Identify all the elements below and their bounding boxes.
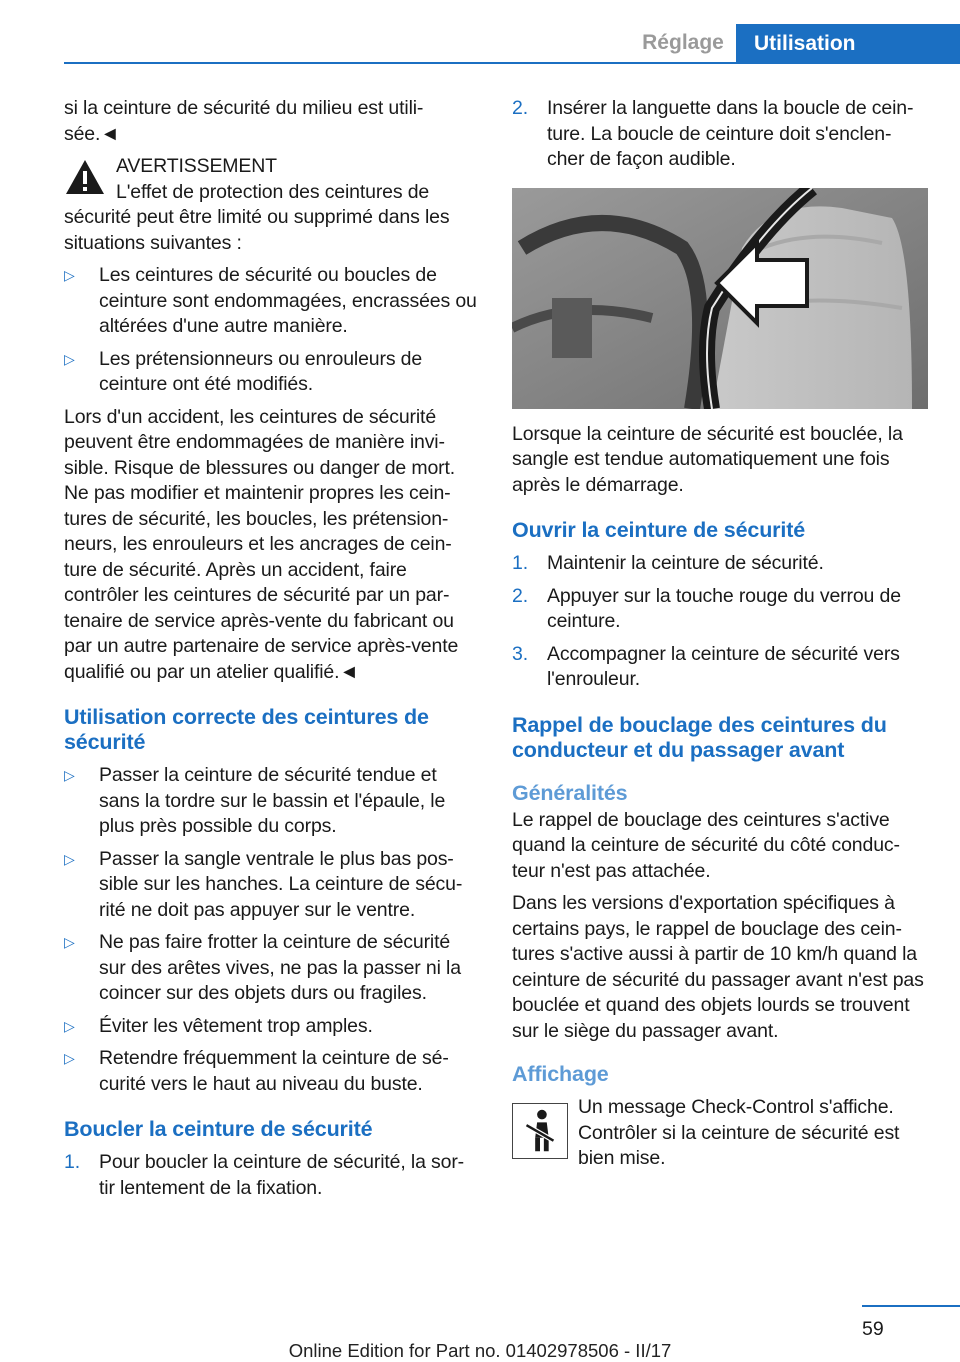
subtitle-affichage: Affichage — [512, 1062, 609, 1086]
triangle-bullet-icon: ▷ — [64, 350, 75, 367]
seatbelt-photo — [512, 188, 928, 409]
list-item — [64, 1150, 478, 1201]
step-number: 2. — [512, 97, 528, 119]
right-column — [512, 96, 928, 1172]
header-tab-reglage[interactable]: Réglage — [642, 31, 724, 54]
step-text: Insérer la languette dans la boucle de cein-ture. La boucle de ceinture doit s'enclen-cher de façon audible. — [547, 97, 914, 170]
list-item-text: Les prétensionneurs ou enrouleurs de ceinture ont été modifiés. — [99, 347, 423, 395]
after-photo-text: Lorsque la ceinture de sécurité est bouclée, la sangle est tendue automatiquement une fois après le démarrage. — [512, 422, 903, 496]
triangle-bullet-icon: ▷ — [64, 934, 75, 950]
step-number: 3. — [512, 642, 528, 665]
list-item-text: Éviter les vêtement trop amples. — [99, 1014, 373, 1037]
warning-text: L'effet de protection des ceintures de sécurité peut être limité ou supprimé dans les situations suivantes : — [64, 180, 450, 254]
triangle-bullet-icon: ▷ — [64, 767, 75, 783]
triangle-bullet-icon: ▷ — [64, 850, 75, 867]
step-text: Accompagner la ceinture de sécurité vers l'enrouleur. — [547, 642, 900, 690]
list-item-text: Les ceintures de sécurité ou boucles de ceinture sont endommagées, encrassées ou altérées d'une autre manière. — [99, 264, 477, 337]
footer-rule — [862, 1305, 960, 1307]
triangle-bullet-icon: ▷ — [64, 1017, 75, 1034]
list-item — [64, 347, 478, 398]
list-item — [64, 263, 478, 340]
section-title-rappel: Rappel de bouclage des ceintures du conducteur et du passager avant — [512, 712, 887, 762]
section-title-boucler: Boucler la ceinture de sécurité — [64, 1117, 373, 1141]
section-title-utilisation: Utilisation correcte des ceintures de sécurité — [64, 705, 429, 754]
open-steps — [512, 551, 928, 693]
triangle-bullet-icon: ▷ — [64, 1050, 75, 1066]
warning-paragraph: Lors d'un accident, les ceintures de sécurité peuvent être endommagées de manière invi-sible. Risque de blessures ou danger de mort. Ne pas modifier et maintenir propres les cein-tures de sécurité, les boucles, les prétension-neurs, les enrouleurs et les ancrages de cein-ture de sécurité. Après un accident, faire contrôler les ceintures de sécurité par un par-tenaire de service après-vente du fabricant ou par un autre partenaire de service après-vente qualifié ou par un atelier qualifié.◄ — [64, 405, 459, 683]
step-text: Pour boucler la ceinture de sécurité, la sor-tir lentement de la fixation. — [99, 1151, 465, 1199]
header-rule — [64, 62, 960, 64]
list-item-text: Passer la sangle ventrale le plus bas pos-sible sur les hanches. La ceinture de sécu-rité ne doit pas appuyer sur le ventre. — [99, 847, 463, 921]
list-item-text: Retendre fréquemment la ceinture de sé-curité vers le haut au niveau du buste. — [99, 1047, 449, 1095]
buckle-steps — [64, 1150, 478, 1201]
page-number: 59 — [862, 1318, 884, 1340]
list-item — [64, 763, 478, 840]
intro-text: si la ceinture de sécurité du milieu est utili-sée.◄ — [64, 97, 424, 145]
warning-title: AVERTISSEMENT — [116, 155, 277, 177]
step-number: 2. — [512, 584, 528, 607]
step-text: Maintenir la ceinture de sécurité. — [547, 552, 824, 574]
list-item — [64, 930, 478, 1007]
step-text: Appuyer sur la touche rouge du verrou de ceinture. — [547, 584, 901, 632]
left-column — [64, 96, 478, 1208]
step-number: 1. — [64, 1151, 80, 1173]
buckle-steps-continued — [512, 96, 928, 173]
header-tab-utilisation[interactable]: Utilisation — [736, 24, 960, 64]
list-item — [512, 642, 928, 693]
section-title-ouvrir: Ouvrir la ceinture de sécurité — [512, 518, 806, 542]
warning-list — [64, 263, 478, 398]
list-item — [512, 551, 928, 577]
warning-triangle-icon — [64, 158, 106, 196]
generalites-p2: Dans les versions d'exportation spécifiques à certains pays, le rappel de bouclage des cein-tures s'active aussi à partir de 10 km/h quand la ceinture de sécurité du passager avant n'est pas bouclée et quand des objets lourds se trouvent sur le siège du passager avant. — [512, 892, 924, 1042]
display-block — [512, 1095, 928, 1172]
list-item — [512, 96, 928, 173]
subtitle-generalites: Généralités — [512, 780, 628, 805]
seatbelt-person-icon — [512, 1103, 568, 1159]
step-number: 1. — [512, 552, 528, 574]
warning-block — [64, 154, 478, 685]
list-item — [64, 847, 478, 924]
list-item — [64, 1046, 478, 1097]
generalites-p1: Le rappel de bouclage des ceintures s'active quand la ceinture de sécurité du côté conduc-teur n'est pas attachée. — [512, 808, 900, 882]
list-item-text: Ne pas faire frotter la ceinture de sécurité sur des arêtes vives, ne pas la passer ni la coincer sur des objets durs ou fragiles. — [99, 931, 461, 1004]
footer-edition-text: Online Edition for Part no. 01402978506 - II/17 — [288, 1340, 672, 1361]
list-item-text: Passer la ceinture de sécurité tendue et sans la tordre sur le bassin et l'épaule, le plus près possible du corps. — [99, 764, 446, 837]
usage-list — [64, 763, 478, 1097]
triangle-bullet-icon: ▷ — [64, 267, 75, 283]
list-item — [64, 1014, 478, 1040]
display-text: Un message Check-Control s'affiche. Contrôler si la ceinture de sécurité est bien mise. — [578, 1096, 900, 1169]
list-item — [512, 584, 928, 635]
